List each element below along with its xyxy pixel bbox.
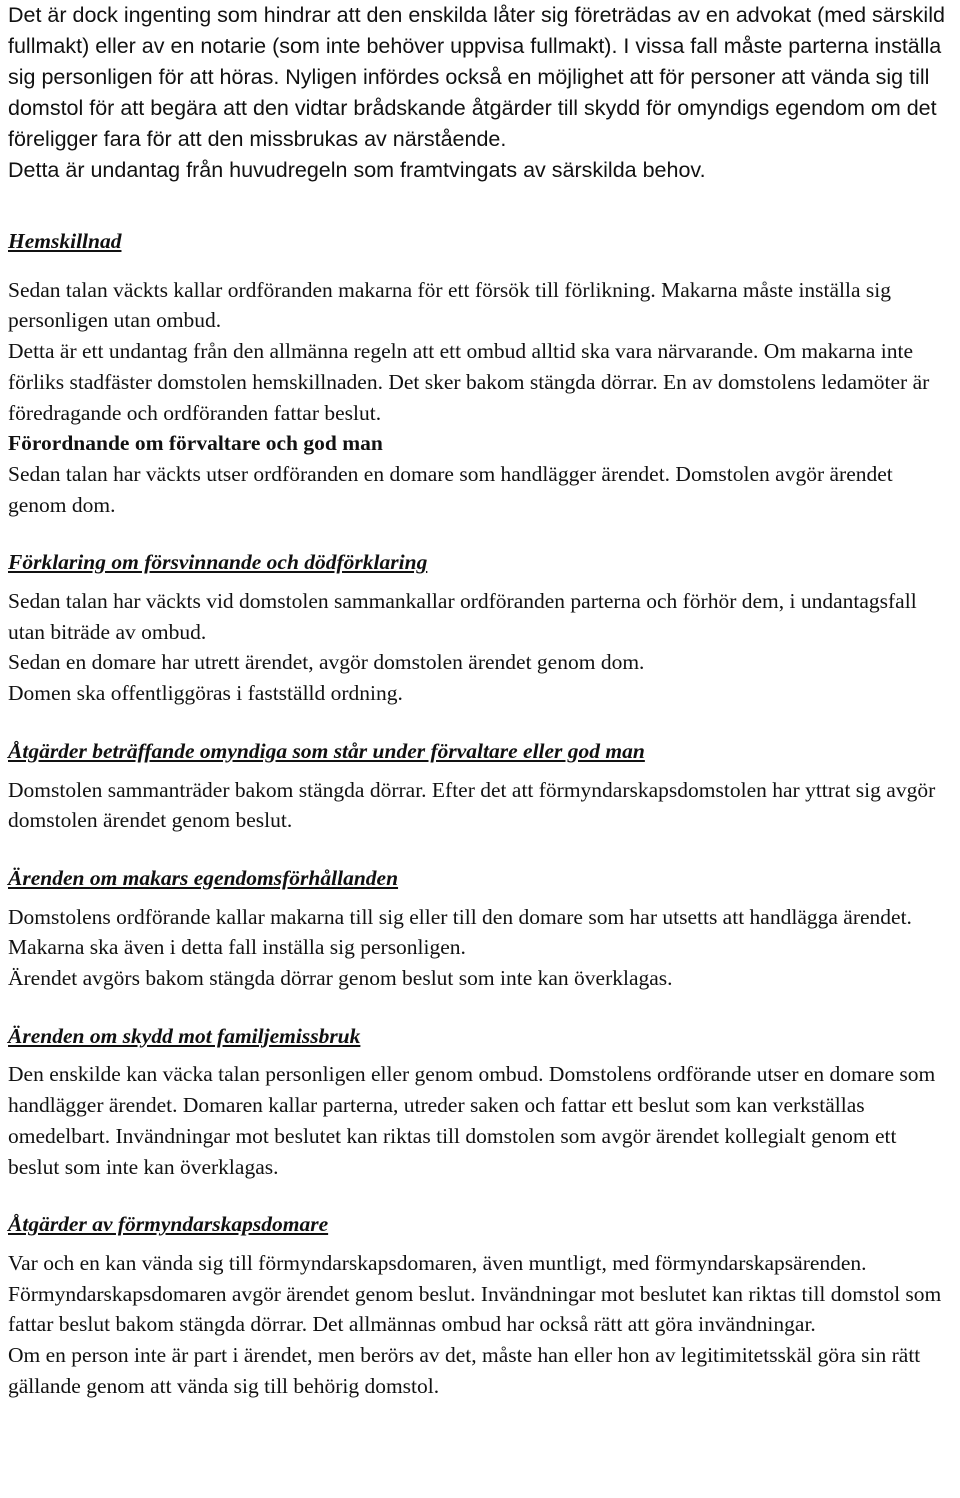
section-heading: Förklaring om försvinnande och dödförklaring: [8, 550, 428, 575]
section-paragraph: Sedan en domare har utrett ärendet, avgör domstolen ärendet genom dom.: [8, 650, 645, 675]
section-paragraph: Sedan talan har väckts utser ordföranden en domare som handlägger ärendet. Domstolen avgör ärendet genom dom.: [8, 461, 893, 517]
section-paragraph: Var och en kan vända sig till förmyndarskapsdomaren, även muntligt, med förmyndarskapsärenden.: [8, 1250, 867, 1275]
section-heading: Åtgärder av förmyndarskapsdomare: [8, 1212, 329, 1237]
section-heading: Hemskillnad: [8, 229, 122, 253]
section-paragraph: Domstolen sammanträder bakom stängda dörrar. Efter det att förmyndarskapsdomstolen har yttrat sig avgör domstolen ärendet genom beslut.: [8, 777, 936, 833]
section-paragraph: Den enskilde kan väcka talan personligen eller genom ombud. Domstolens ordförande utser en domare som handlägger ärendet. Domaren kallar parterna, utreder saken och fattar ett beslut som kan verkställas omedelbart. Invändningar mot beslutet kan riktas till domstolen som avgör ärendet kollegialt genom ett beslut som inte kan överklagas.: [8, 1062, 936, 1179]
section-paragraph: Om en person inte är part i ärendet, men berörs av det, måste han eller hon av legitimitetsskäl göra sin rätt gällande genom att vända sig till behörig domstol.: [8, 1343, 921, 1398]
intro-paragraph: Det är dock ingenting som hindrar att den enskilda låter sig företrädas av en advokat (med särskild fullmakt) eller av en notarie (som inte behöver uppvisa fullmakt). I vissa fall måste parterna inställa sig personligen för att höras. Nyligen infördes också en möjlighet att för personer att vända sig till domstol för att begära att den vidtar brådskande åtgärder till skydd för omyndigs egendom om det föreligger fara för att den missbrukas av närstående.: [8, 3, 945, 151]
section-paragraph: Förmyndarskapsdomaren avgör ärendet genom beslut. Invändningar mot beslutet kan riktas till domstol som fattar beslut bakom stängda dörrar. Det allmännas ombud har också rätt att göra invändningar.: [8, 1281, 942, 1337]
section-paragraph: Sedan talan väckts kallar ordföranden makarna för ett försök till förlikning. Makarna måste inställa sig personligen utan ombud.: [8, 277, 892, 333]
section-paragraph: Domstolens ordförande kallar makarna till sig eller till den domare som har utsetts att handlägga ärendet. Makarna ska även i detta fall inställa sig personligen.: [8, 904, 912, 960]
section-paragraph: Domen ska offentliggöras i fastställd ordning.: [8, 681, 403, 706]
section-paragraph: Detta är ett undantag från den allmänna regeln att ett ombud alltid ska vara närvarande. Om makarna inte förliks stadfäster domstolen hemskillnaden. Det sker bakom stängda dörrar. En av domstolens ledamöter är föredragande och ordföranden fattar beslut.: [8, 339, 930, 425]
section-paragraph: Ärendet avgörs bakom stängda dörrar genom beslut som inte kan överklagas.: [8, 966, 673, 991]
section-paragraph: Sedan talan har väckts vid domstolen sammankallar ordföranden parterna och förhör dem, i undantagsfall utan biträde av ombud.: [8, 589, 917, 644]
section-heading: Åtgärder beträffande omyndiga som står under förvaltare eller god man: [8, 738, 645, 763]
section-heading: Förordnande om förvaltare och god man: [8, 431, 383, 456]
intro-paragraph: Detta är undantag från huvudregeln som framtvingats av särskilda behov.: [8, 158, 706, 182]
section-heading: Ärenden om makars egendomsförhållanden: [8, 865, 399, 890]
section-heading: Ärenden om skydd mot familjemissbruk: [8, 1023, 361, 1048]
